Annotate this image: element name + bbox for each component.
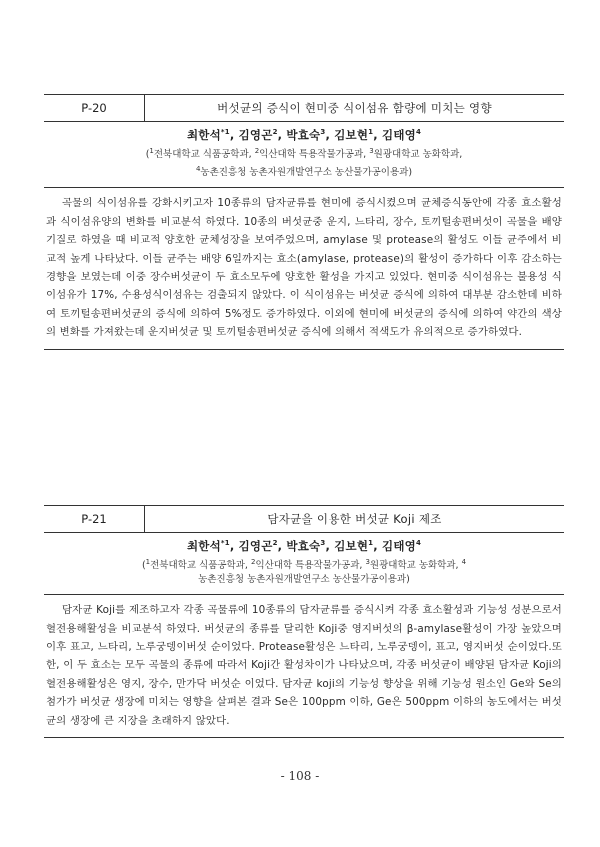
affil-mark: 1 [149,147,154,155]
abstract-title: 버섯균의 증식이 현미중 식이섬유 함량에 미치는 영향 [217,101,492,115]
affil-open-paren: ( [141,560,146,572]
abstract-p21 [44,505,564,738]
author-name: 박효숙 [286,539,321,553]
affil-text: 익산대학 특용작물가공과, [255,560,366,572]
affil-text: 원광대학교 농화학과, [369,560,462,572]
affil-mark: 3 [365,558,370,566]
author-mark: 4 [415,128,422,137]
author-name: 김태영 [382,128,416,142]
abstract-title: 담자균을 이용한 버섯균 Koji 제조 [267,512,442,526]
affil-open-paren: ( [145,149,150,161]
affil-text: 전북대학교 식품공학과, [153,149,255,161]
affiliation-line [44,555,564,573]
abstract-header [44,94,564,122]
author-mark: 3 [320,128,326,137]
affil-text: 농촌진흥청 농촌자원개발연구소 농산물가공이용과) [200,167,413,179]
affil-text: 원광대학교 농화학과, [373,149,463,161]
affiliation-line [44,144,564,162]
author-mark: 4 [415,539,422,548]
author-mark: 1 [368,539,374,548]
page-number: - 108 - [280,769,320,783]
author-mark: 2 [272,539,278,548]
affil-mark: 2 [250,558,256,566]
abstract-p20 [44,94,564,350]
affiliations [44,144,564,180]
author-name: 박효숙 [286,128,321,142]
affiliations [44,555,564,587]
author-name: 최한석 [186,539,221,553]
affil-text: 전북대학교 식품공학과, [150,560,251,572]
author-mark: *1 [220,539,230,548]
author-name: 김태영 [382,539,416,553]
abstract-body: 담자균 Koji를 제조하고자 각종 곡물류에 10종류의 담자균류를 증식시켜 각종 효소활성과 기능성 성분으로서 혈전용해활성을 비교분석 하였다. 버섯균의 종류를 달리한 Koji중 영지버섯의 β-amylase활성이 가장 높았으며 이후 표고, 느타리, 노루궁뎅이버섯 순이었다. Protease활성은 느타리, 노루궁뎅이, 표고, 영지버섯 순이었다.또한, 이 두 효소는 모두 곡물의 종류에 따라서 Koji간 활성차이가 나타났으며, 각종 버섯균이 배양된 담자균 Koji의 혈전용해활성은 영지, 장수, 만가닥 버섯순 이었다. 담자균 koji의 기능성 향상을 위해 기능성 원소인 Ge와 Se의 첨가가 버섯균 생장에 미치는 영향을 살펴본 결과 Se은 100ppm 이하, Ge은 500ppm 이하의 농도에서는 버섯균의 생장에 큰 지장을 초래하지 않았다. [44,594,564,738]
abstract-header [44,505,564,533]
affil-mark: 2 [254,147,260,155]
author-mark: *1 [220,128,230,137]
affil-mark: 3 [369,147,374,155]
abstract-code: P-20 [44,95,145,121]
affil-text: 농촌진흥청 농촌자원개발연구소 농산물가공이용과) [198,574,410,586]
author-mark: 1 [368,128,374,137]
author-name: 김보현 [334,128,369,142]
abstract-body: 곡물의 식이섬유를 강화시키고자 10종류의 담자균류를 현미에 증식시켰으며 균체증식동안에 각종 효소활성과 식이섬유양의 변화를 비교분석 하였다. 10종의 버섯균중 운지, 느타리, 장수, 토끼털송편버섯이 곡물을 배양기질로 하였을 때 비교적 양호한 균체성장을 보여주었으며, amylase 및 protease의 활성도 이들 균주에서 비교적 높게 나타났다. 이들 균주는 배양 6일까지는 효소(amylase, protease)의 활성이 증가하다 이후 감소하는 경향을 보였는데 이중 장수버섯균이 두 효소모두에 양호한 활성을 가지고 있었다. 현미중 식이섬유는 불용성 식이섬유가 17%, 수용성식이섬유는 검출되지 않았다. 이 식이섬유는 버섯균 증식에 의하여 대부분 감소한데 비하여 토끼털송편버섯균의 증식에 의하여 5%정도 증가하였다. 이외에 현미에 버섯균의 증식에 의하여 약간의 색상의 변화를 가져왔는데 운지버섯균 및 토끼털송편버섯균 증식에 의해서 적색도가 유의적으로 증가하였다. [44,187,564,349]
author-name: 김보현 [334,539,369,553]
affil-text: 익산대학 특용작물가공과, [259,149,370,161]
affil-mark: 1 [145,558,151,566]
affiliation-line [44,573,564,587]
affil-mark: 4 [461,558,467,566]
affil-mark: 4 [195,165,201,174]
affiliation-line [44,162,564,180]
abstract-code: P-21 [44,506,145,532]
author-mark: 3 [320,539,326,548]
author-name: 김영곤 [238,128,273,142]
author-name: 최한석 [186,128,221,142]
author-mark: 2 [272,128,278,137]
author-name: 김영곤 [238,539,273,553]
author-list: 최한석$^{*1}$, 김영곤$^2$, 박효숙$^3$, 김보현$^1$, 김태영$^4$ [186,128,422,142]
author-list: 최한석$^{*1}$, 김영곤$^2$, 박효숙$^3$, 김보현$^1$, 김태영$^4$ [186,539,422,553]
